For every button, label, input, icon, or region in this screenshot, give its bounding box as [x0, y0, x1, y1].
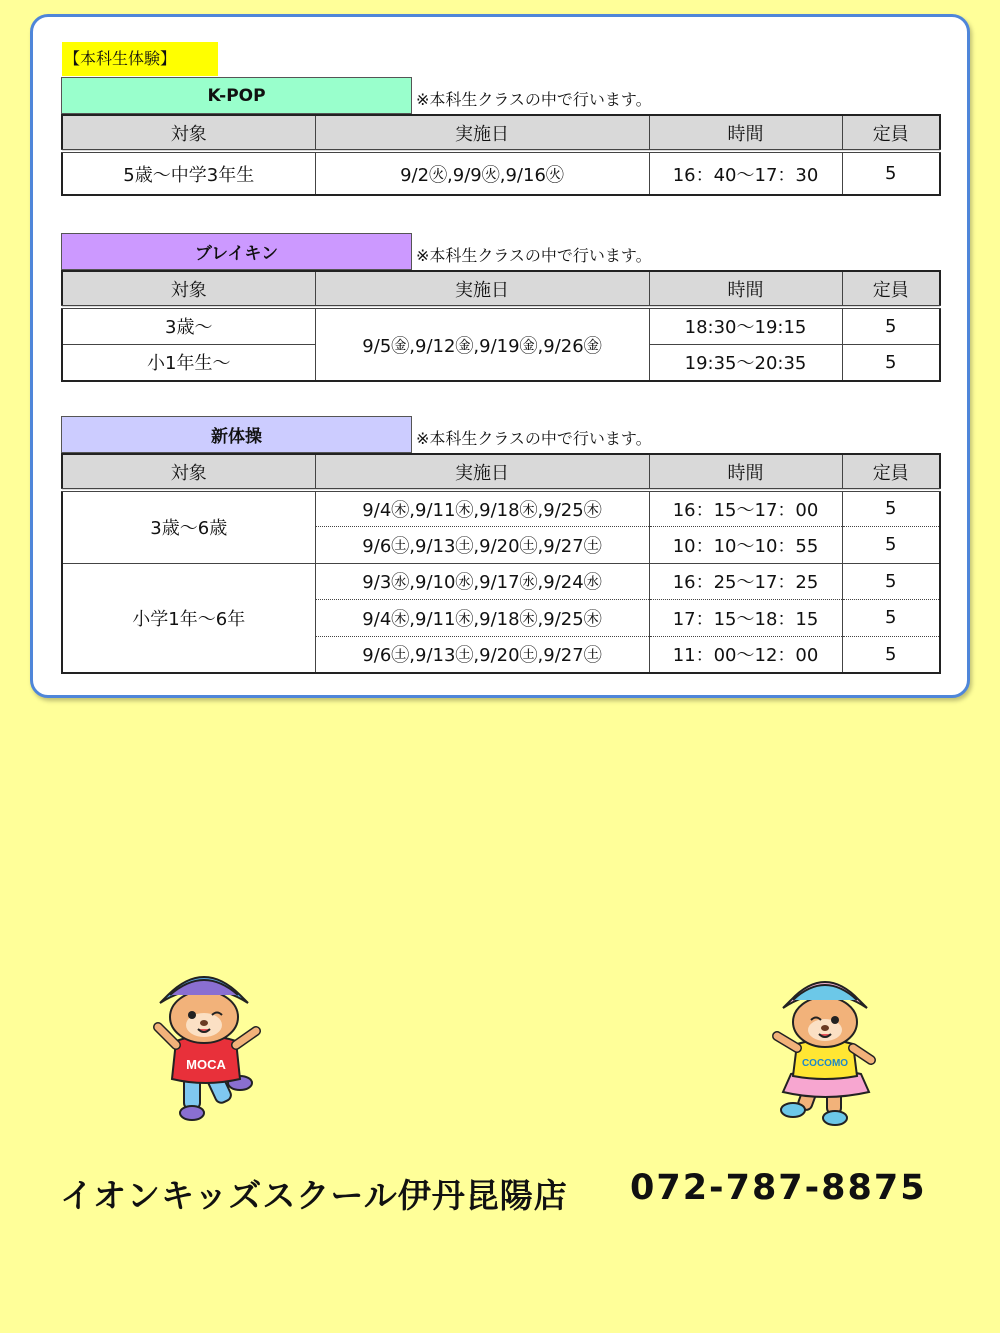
cocomo-mascot-illustration [765, 970, 885, 1130]
capacity-cell: 5 [842, 490, 940, 526]
table-row [62, 151, 940, 195]
capacity-cell: 5 [842, 344, 940, 381]
time-cell: 16：40〜17：30 [649, 151, 842, 195]
target-cell: 3歳〜6歳 [62, 490, 315, 563]
section-title: K-POP [61, 77, 412, 114]
dates-cell: 9/2㊋,9/9㊋,9/16㊋ [315, 151, 649, 195]
target-cell: 小1年生〜 [62, 344, 315, 381]
target-cell: 小学1年〜6年 [62, 563, 315, 673]
col-header-target: 対象 [62, 454, 315, 490]
col-header-dates: 実施日 [315, 454, 649, 490]
col-header-capacity: 定員 [842, 271, 940, 307]
target-cell: 3歳〜 [62, 307, 315, 344]
dates-cell: 9/6㊏,9/13㊏,9/20㊏,9/27㊏ [315, 636, 649, 673]
capacity-cell: 5 [842, 599, 940, 636]
store-name: イオンキッズスクール伊丹昆陽店 [60, 1176, 568, 1215]
table-row [62, 307, 940, 344]
dates-cell: 9/4㊍,9/11㊍,9/18㊍,9/25㊍ [315, 599, 649, 636]
dates-cell: 9/3㊌,9/10㊌,9/17㊌,9/24㊌ [315, 563, 649, 599]
col-header-time: 時間 [649, 115, 842, 151]
time-cell: 17：15〜18：15 [649, 599, 842, 636]
section-title: ブレイキン [61, 233, 412, 270]
moca-shirt-text: MOCA [186, 1057, 226, 1072]
section-note: ※本科生クラスの中で行います。 [416, 90, 652, 109]
time-cell: 18:30〜19:15 [649, 307, 842, 344]
target-cell: 5歳〜中学3年生 [62, 151, 315, 195]
col-header-capacity: 定員 [842, 454, 940, 490]
moca-mascot-illustration [140, 965, 270, 1125]
col-header-dates: 実施日 [315, 115, 649, 151]
schedule-table [61, 453, 941, 674]
schedule-table [61, 114, 941, 196]
section-gymnastics [61, 416, 939, 674]
col-header-time: 時間 [649, 454, 842, 490]
cocomo-shirt-text: COCOMO [801, 1058, 849, 1069]
time-cell: 11：00〜12：00 [649, 636, 842, 673]
dates-cell: 9/5㊎,9/12㊎,9/19㊎,9/26㊎ [315, 307, 649, 381]
phone-number: 072-787-8875 [630, 1168, 927, 1208]
col-header-time: 時間 [649, 271, 842, 307]
section-note: ※本科生クラスの中で行います。 [416, 246, 652, 265]
capacity-cell: 5 [842, 563, 940, 599]
section-breaking [61, 233, 939, 382]
section-kpop [61, 77, 939, 196]
time-cell: 19:35〜20:35 [649, 344, 842, 381]
table-row [62, 563, 940, 599]
capacity-cell: 5 [842, 636, 940, 673]
section-title: 新体操 [61, 416, 412, 453]
capacity-cell: 5 [842, 307, 940, 344]
table-row [62, 490, 940, 526]
col-header-target: 対象 [62, 271, 315, 307]
col-header-target: 対象 [62, 115, 315, 151]
time-cell: 10：10〜10：55 [649, 526, 842, 563]
section-note: ※本科生クラスの中で行います。 [416, 429, 652, 448]
trial-tag: 【本科生体験】 [62, 42, 218, 76]
time-cell: 16：15〜17：00 [649, 490, 842, 526]
col-header-dates: 実施日 [315, 271, 649, 307]
capacity-cell: 5 [842, 151, 940, 195]
capacity-cell: 5 [842, 526, 940, 563]
schedule-table [61, 270, 941, 382]
dates-cell: 9/6㊏,9/13㊏,9/20㊏,9/27㊏ [315, 526, 649, 563]
col-header-capacity: 定員 [842, 115, 940, 151]
time-cell: 16：25〜17：25 [649, 563, 842, 599]
dates-cell: 9/4㊍,9/11㊍,9/18㊍,9/25㊍ [315, 490, 649, 526]
